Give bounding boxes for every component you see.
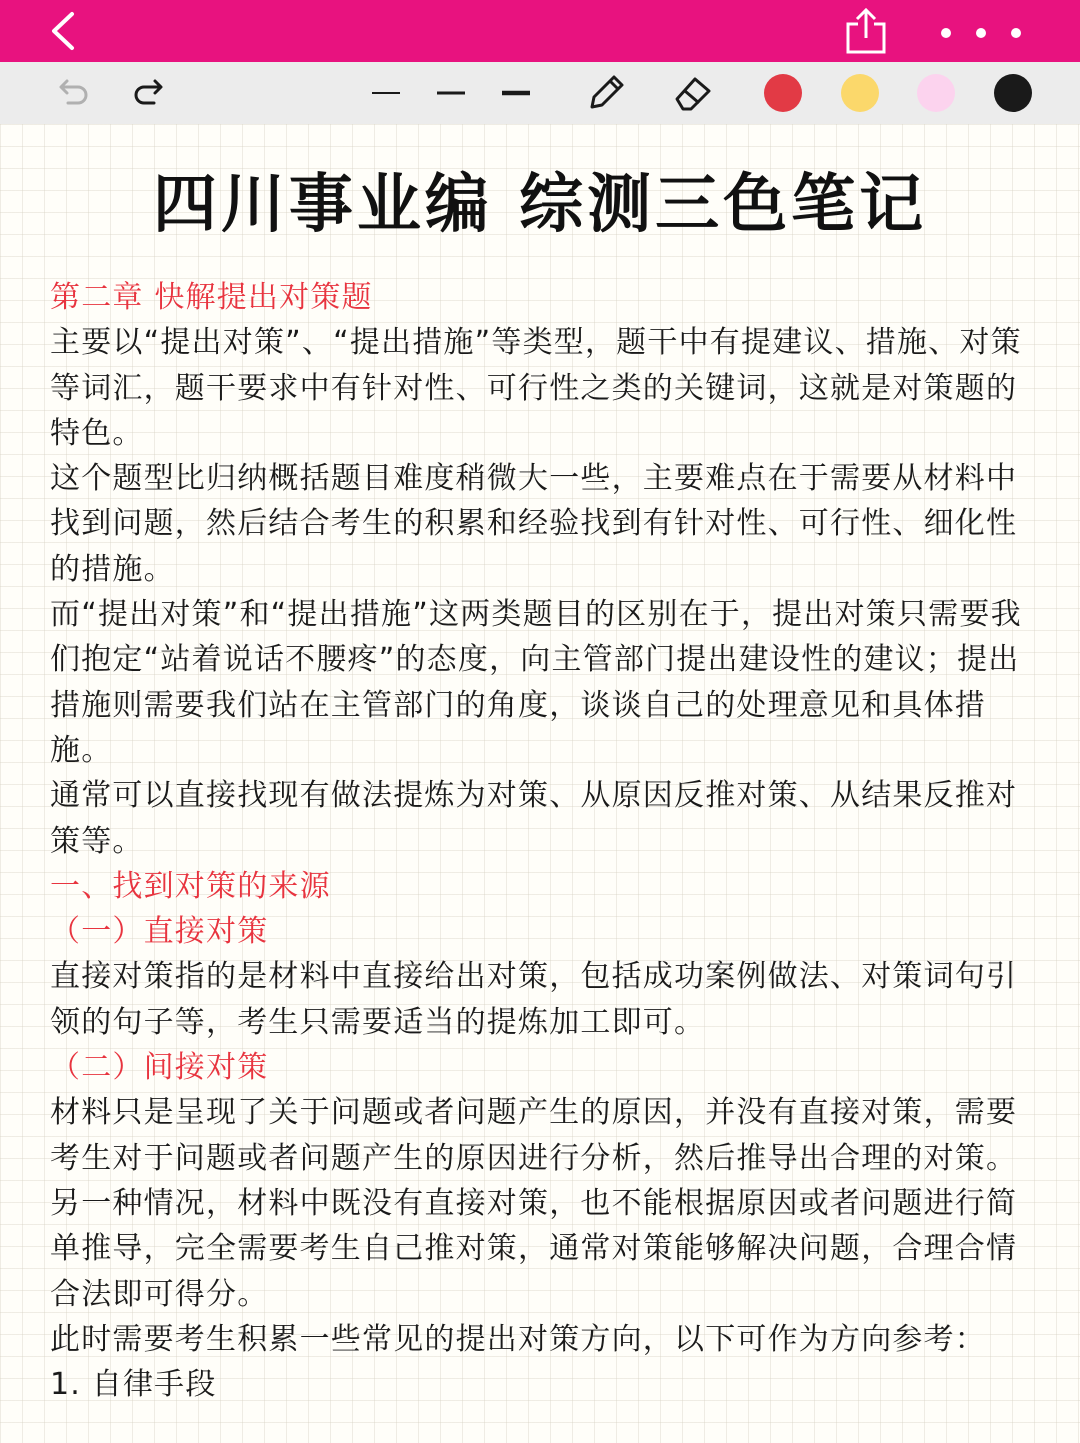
note-paragraph: 这个题型比归纳概括题目难度稍微大一些，主要难点在于需要从材料中找到问题，然后结合考生的积累和经验找到有针对性、可行性、细化性的措施。: [50, 461, 1018, 587]
note-title: 四川事业编 综测三色笔记: [152, 168, 928, 242]
note-heading: 一、找到对策的来源: [50, 868, 331, 904]
eraser-button[interactable]: [668, 62, 718, 124]
pencil-icon: [584, 71, 628, 115]
share-icon[interactable]: [842, 6, 890, 56]
undo-icon: [52, 73, 92, 113]
thick-stroke-button[interactable]: [496, 62, 536, 124]
medium-stroke-button[interactable]: [431, 62, 471, 124]
note-paragraph: 主要以“提出对策”、“提出措施”等类型，题干中有提建议、措施、对策等词汇，题干要求中有针对性、可行性之类的关键词，这就是对策题的特色。: [50, 325, 1022, 451]
color-swatch-yellow[interactable]: [841, 74, 879, 112]
thin-stroke-button[interactable]: [366, 62, 406, 124]
thin-stroke-icon: [371, 88, 401, 98]
eraser-icon: [671, 71, 715, 115]
redo-button[interactable]: [128, 62, 172, 124]
color-swatch-red[interactable]: [764, 74, 802, 112]
note-heading: 第二章 快解提出对策题: [50, 280, 373, 315]
note-heading: （二）间接对策: [50, 1050, 269, 1086]
medium-stroke-icon: [436, 88, 466, 98]
note-paragraph: 直接对策指的是材料中直接给出对策，包括成功案例做法、对策词句引领的句子等，考生只需要适当的提炼加工即可。: [50, 959, 1018, 1040]
undo-button[interactable]: [50, 62, 94, 124]
color-swatch-pink[interactable]: [917, 74, 955, 112]
note-body: [50, 275, 1035, 1407]
redo-icon: [130, 73, 170, 113]
more-dots-icon[interactable]: [936, 22, 1026, 44]
top-bar: [0, 0, 1080, 62]
thick-stroke-icon: [501, 88, 531, 98]
note-paragraph: 材料只是呈现了关于问题或者问题产生的原因，并没有直接对策，需要考生对于问题或者问题产生的原因进行分析，然后推导出合理的对策。另一种情况，材料中既没有直接对策，也不能根据原因或者问题进行简单推导，完全需要考生自己推对策，通常对策能够解决问题，合理合情合法即可得分。: [50, 1095, 1018, 1312]
color-swatch-black[interactable]: [994, 74, 1032, 112]
drawing-toolbar: [0, 62, 1080, 124]
note-paragraph: 此时需要考生积累一些常见的提出对策方向，以下可作为方向参考：: [50, 1321, 986, 1357]
chevron-left-icon[interactable]: [44, 10, 86, 52]
note-paragraph: 1. 自律手段: [50, 1367, 217, 1403]
note-paragraph: 而“提出对策”和“提出措施”这两类题目的区别在于，提出对策只需要我们抱定“站着说话不腰疼”的态度，向主管部门提出建设性的建议；提出措施则需要我们站在主管部门的角度，谈谈自己的处理意见和具体措施。: [50, 597, 1022, 768]
note-paragraph: 通常可以直接找现有做法提炼为对策、从原因反推对策、从结果反推对策等。: [50, 778, 1018, 859]
pencil-button[interactable]: [582, 62, 630, 124]
note-heading: （一）直接对策: [50, 914, 269, 950]
